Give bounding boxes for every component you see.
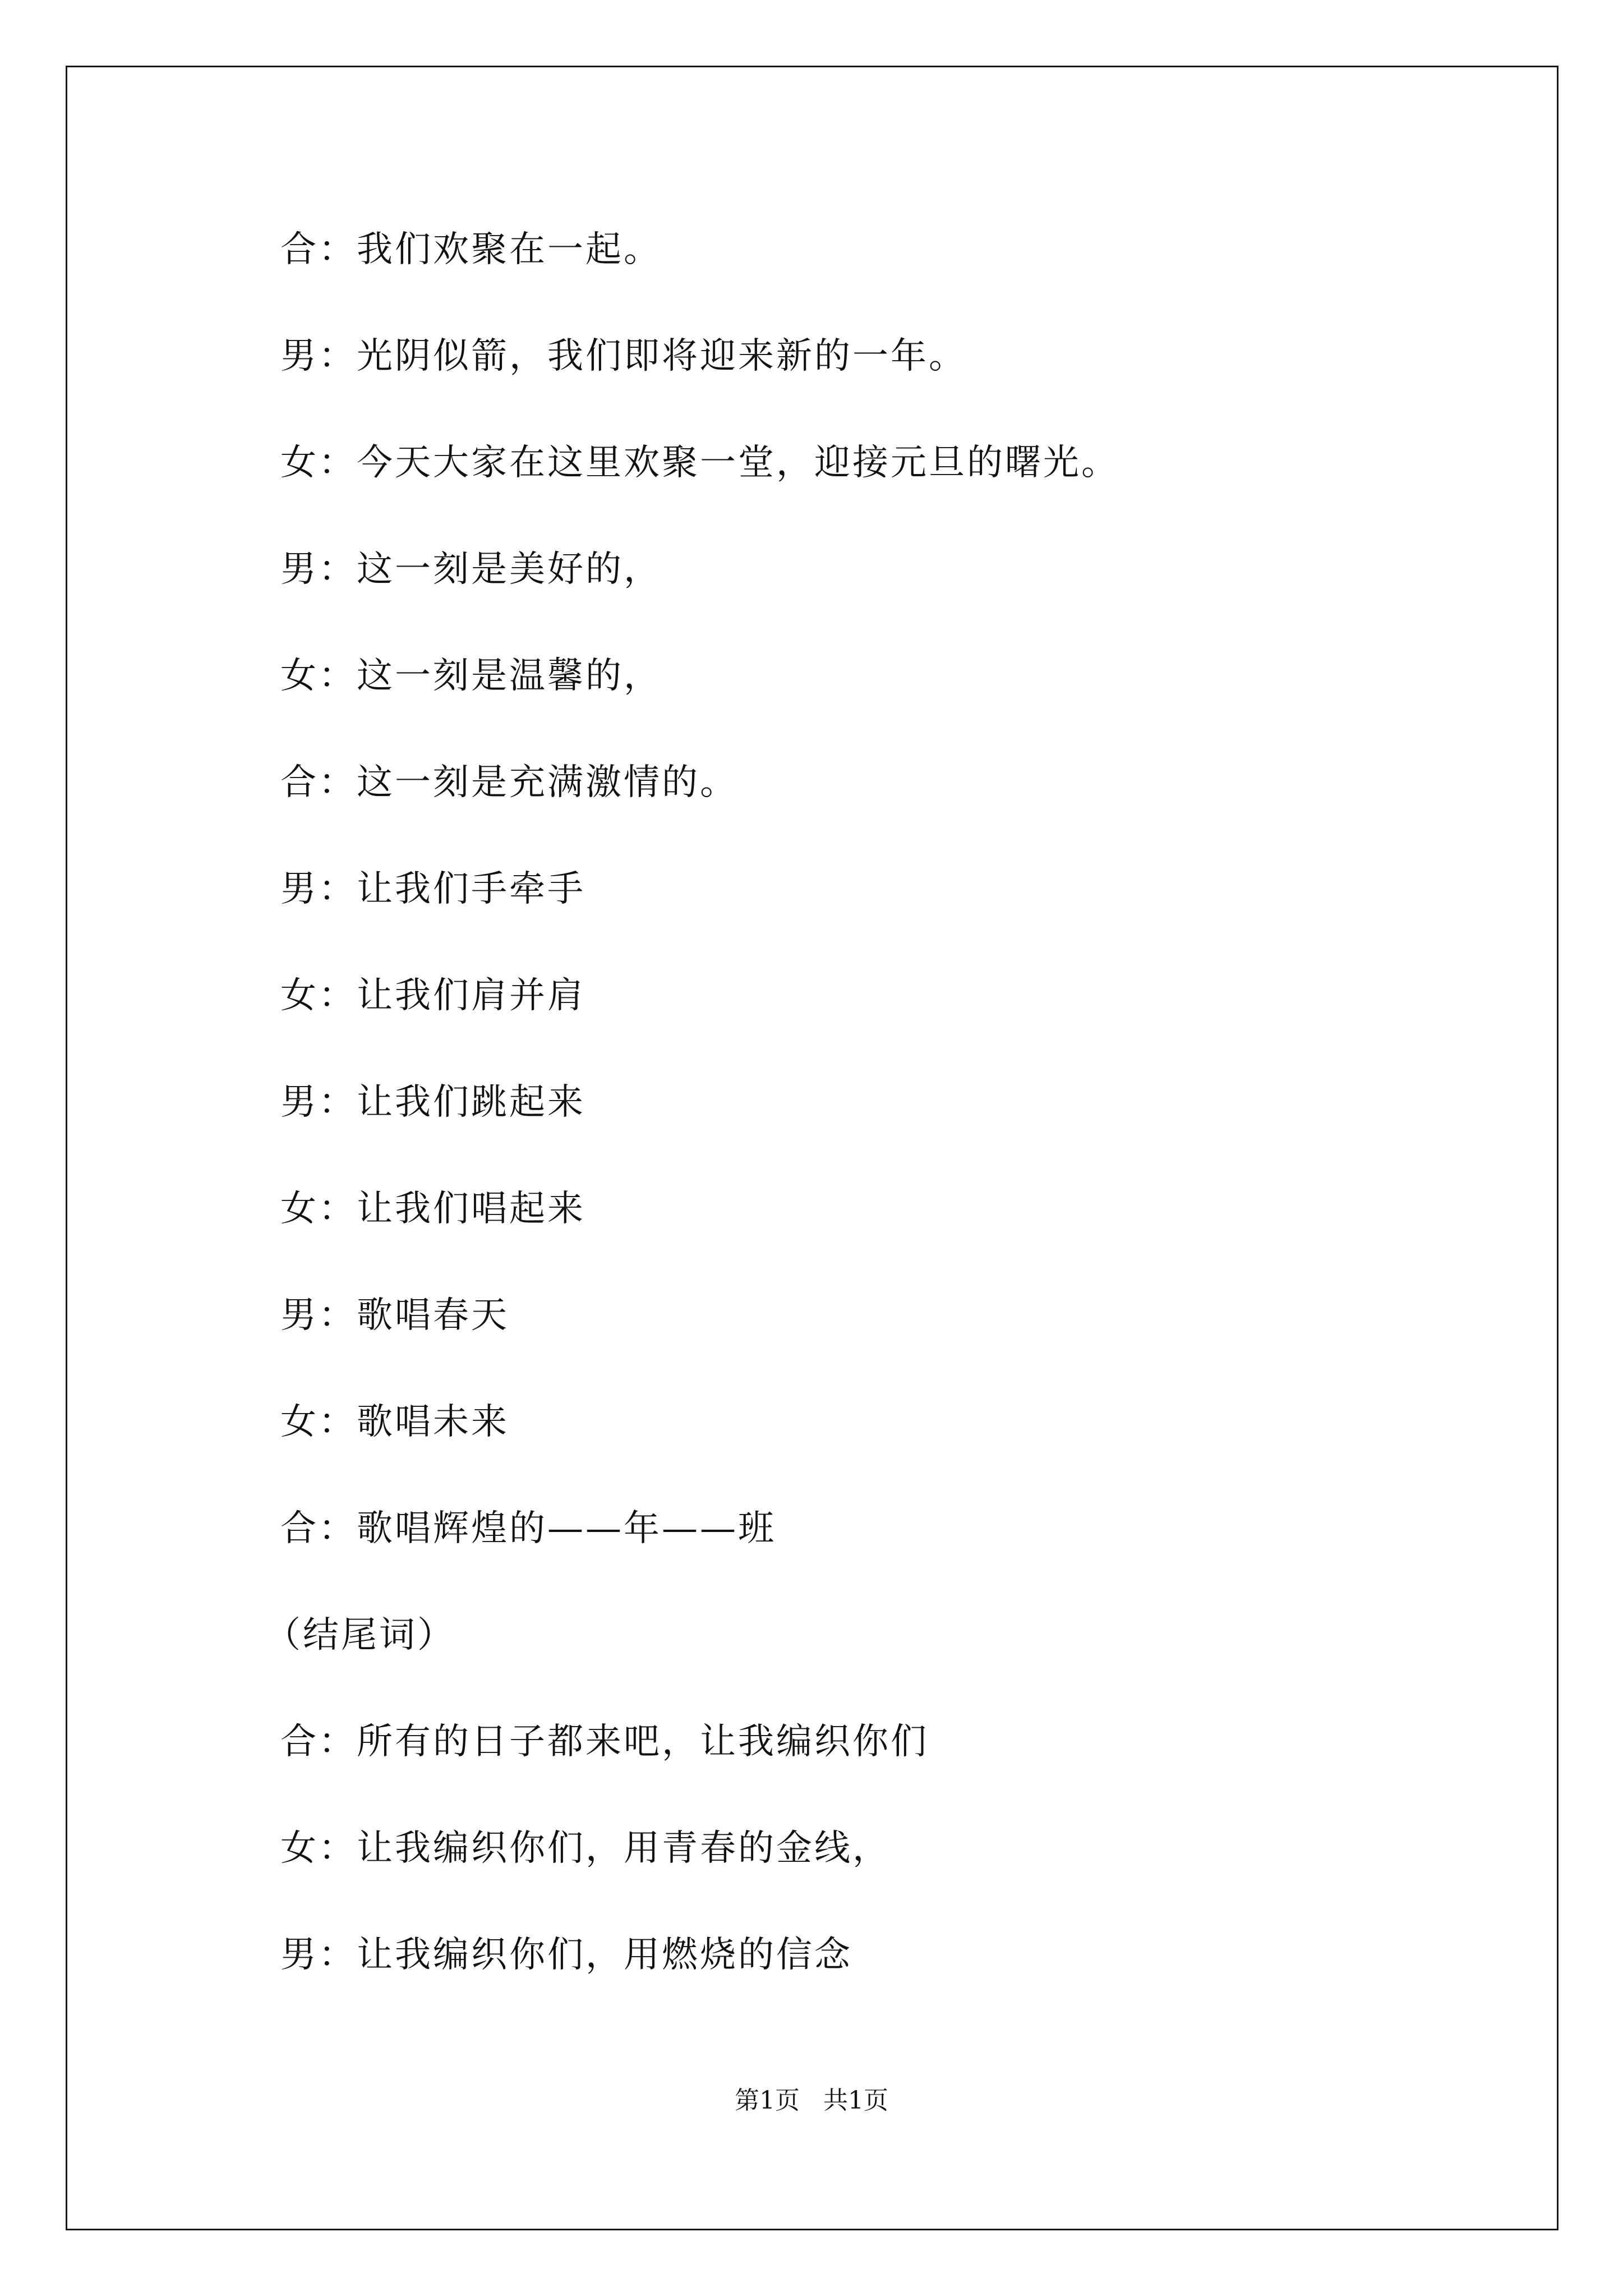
script-line: 女：让我编织你们，用青春的金线， (280, 1828, 891, 1869)
script-line: 男：歌唱春天 (280, 1295, 509, 1336)
page-number-footer: 第1页 共1页 (735, 2086, 888, 2115)
script-line: 男：让我们手牵手 (280, 868, 585, 910)
script-line: 合：我们欢聚在一起。 (280, 229, 662, 270)
script-line: 男：这一刻是美好的， (280, 549, 662, 590)
script-line: 男：光阴似箭，我们即将迎来新的一年。 (280, 335, 967, 377)
script-line: 合：这一刻是充满激情的。 (280, 762, 738, 803)
script-line: 合：歌唱辉煌的——年——班 (280, 1508, 776, 1549)
script-line: 女：歌唱未来 (280, 1401, 509, 1443)
script-line: 女：这一刻是温馨的， (280, 655, 662, 697)
section-heading: （结尾词） (265, 1614, 455, 1656)
script-line: 男：让我们跳起来 (280, 1082, 585, 1123)
script-line: 女：让我们唱起来 (280, 1188, 585, 1230)
script-line: 女：今天大家在这里欢聚一堂，迎接元旦的曙光。 (280, 442, 1119, 484)
script-line: 女：让我们肩并肩 (280, 975, 585, 1016)
script-line: 合：所有的日子都来吧，让我编织你们 (280, 1721, 929, 1763)
script-line: 男：让我编织你们，用燃烧的信念 (280, 1934, 852, 1976)
script-body (265, 216, 1486, 2028)
